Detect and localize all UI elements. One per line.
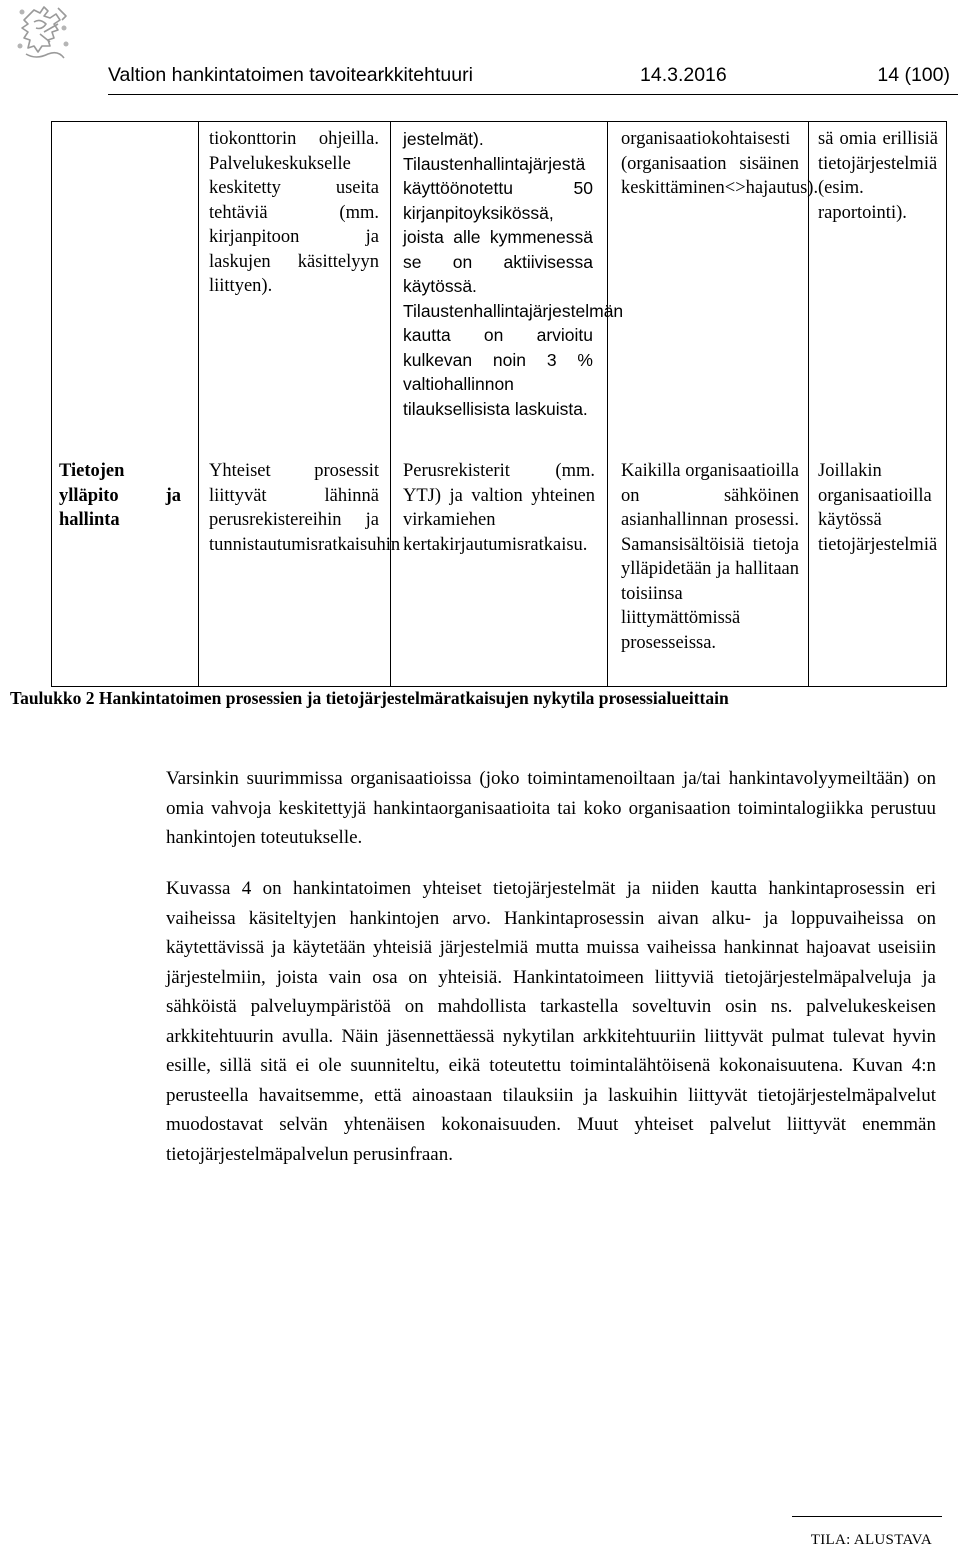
table-cell: tiokonttorin ohjeilla. Palvelukeskukselle keskitetty useita tehtäviä (mm. kirjanpitoon ja laskujen käsittelyyn liittyen). — [209, 129, 379, 296]
table-top-border — [51, 121, 947, 122]
process-table — [51, 121, 947, 687]
footer-divider — [792, 1516, 942, 1517]
table-cell: Kaikilla organisaatioilla on sähköinen asianhallinnan prosessi. Samansisältöisiä tietoja ylläpidetään ja hallitaan toisiinsa liittymättömissä prosesseissa. — [621, 461, 799, 653]
table-col-border — [607, 121, 608, 687]
body-paragraph: Varsinkin suurimmissa organisaatioissa (joko toimintamenoiltaan ja/tai hankintavolyymeiltään) on omia vahvoja keskitettyjä hankintaorganisaatioita tai koko organisaation toimintalogiikka perustuu hankintojen toteutukselle. — [166, 768, 936, 848]
body-paragraph: Kuvassa 4 on hankintatoimen yhteiset tietojärjestelmät ja niiden kautta hankintaprosessin eri vaiheissa käsiteltyjen hankintojen arvo. Hankintaprosessin aivan alku- ja loppuvaiheissa on käytettävissä ja käytetään yhteisiä järjestelmiä mutta muissa vaiheissa hankinnat hajoavat useisiin järjestelmiin, joista vain osa on yhteisiä. Hankintatoimeen liittyviä tietojärjestelmäpalveluja ja sähköistä palveluympäristöä on mahdollista tarkastella soveltuvin osin ns. palvelukeskeisen arkkitehtuurin avulla. Näin jäsennettäessä nykytilan arkkitehtuuriin liittyvät pulmat tulevat hyvin esille, sillä sitä ei ole suunniteltu, eikä toteutettu toimintalähtöisenä kokonaisuutena. Kuvan 4:n perusteella havaitsemme, että ainoastaan tilauksiin ja laskuihin liittyvät tietojärjestelmäpalvelut muodostavat selvän yhtenäisen kokonaisuuden. Muut yhteiset palvelut liittyvät enemmän tietojärjestelmäpalvelun perusinfraan. — [166, 878, 936, 1165]
document-status: TILA: ALUSTAVA — [810, 1532, 932, 1548]
coat-of-arms-icon — [14, 2, 76, 66]
table-bottom-border — [51, 686, 947, 687]
row-heading: Tietojen ylläpito ja hallinta — [59, 461, 181, 530]
table-cell: sä omia erillisiä tietojärjestelmiä (esim. raportointi). — [818, 129, 938, 223]
document-title: Valtion hankintatoimen tavoitearkkitehtuuri — [108, 64, 473, 86]
page-number: 14 (100) — [877, 64, 950, 86]
header-divider — [108, 94, 958, 95]
table-cell: Joillakin organisaatioilla käytössä tietojärjestelmiä — [818, 461, 938, 555]
table-cell: jestelmät). Tilaustenhallintajärjestä käyttöönotettu 50 kirjanpitoyksikössä, joista alle kymmenessä se on aktiivisessa käytössä. Tilaustenhallintajärjestelmän kautta on arvioitu kulkevan noin 3 % valtiohallinnon tilauksellisista laskuista. — [403, 129, 624, 419]
table-cell: organisaatiokohtaisesti (organisaation sisäinen keskittäminen<>hajautus). — [621, 129, 819, 198]
table-col-border — [198, 121, 199, 687]
table-col-border — [946, 121, 947, 687]
document-date: 14.3.2016 — [640, 64, 727, 86]
table-cell: Perusrekisterit (mm. YTJ) ja valtion yhteinen virkamiehen kertakirjautumisratkaisu. — [403, 461, 595, 555]
table-caption: Taulukko 2 Hankintatoimen prosessien ja tietojärjestelmäratkaisujen nykytila prosessialueittain — [10, 688, 729, 708]
table-col-border — [808, 121, 809, 687]
table-col-border — [51, 121, 52, 687]
table-col-border — [390, 121, 391, 687]
table-cell: Yhteiset prosessit liittyvät lähinnä perusrekistereihin ja tunnistautumisratkaisuhin — [209, 461, 401, 555]
